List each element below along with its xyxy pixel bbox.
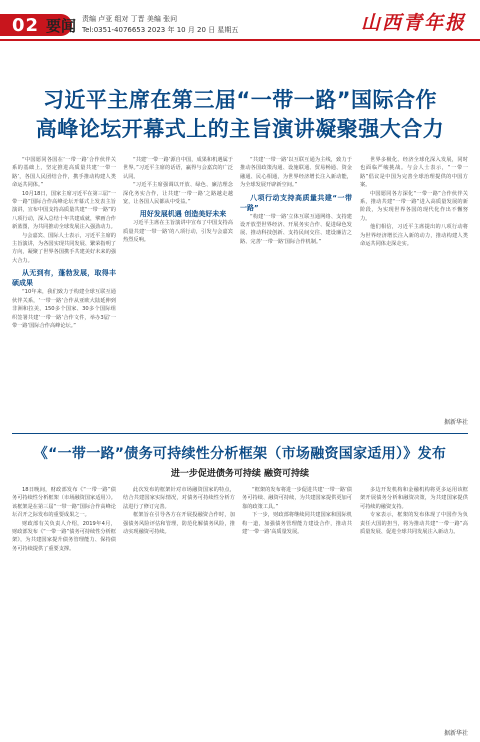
paragraph: “构建‘一带一路’立体互联互通网络、支持建设开放型世界经济、开展务实合作、促进绿色发展、推动科技创新、支持民间交往、建设廉洁之路、完善‘一带一路’国际合作机制。” — [240, 213, 352, 245]
paragraph: “习近平主席强调以开放、绿色、廉洁理念深化务实合作，让共建‘一带一路’之路越走越宽，让各国人民都从中受益。” — [123, 182, 233, 206]
paragraph: 专家表示，框架的发布体现了中国作为负责任大国的担当，将为推动共建“一带一路”高质量发展、促进全球共同发展注入新动力。 — [360, 512, 468, 536]
paragraph: 与会嘉宾、国际人士表示，习近平主席的主旨演讲，为各国实现共同发展、繁荣指明了方向，凝聚了世界各国携手共建美好未来的强大合力。 — [12, 232, 116, 264]
section-subhead: 从无到有，蓬勃发展，取得丰硕成果 — [12, 269, 116, 288]
paragraph: 多边开发机构和金融机构将更多运用该框架开展债务分析和融资决策，为共建国家提供可持续的融资支持。 — [360, 487, 468, 510]
story1-column-3 — [240, 156, 352, 414]
paragraph: 中国愿同各方深化“一带一路”合作伙伴关系，推动共建“一带一路”进入高质量发展的新阶段，为实现世界各国的现代化作出不懈努力。 — [360, 190, 468, 222]
paragraph: 18日晚间，财政部发布《“一带一路”债务可持续性分析框架（市场融资国家适用）》。该框架是在第三届“一带一路”国际合作高峰论坛召开之际发布的重要成果之一。 — [12, 487, 116, 519]
section-subhead: 八项行动支持高质量共建“一带一路” — [240, 193, 352, 212]
story2-column-4 — [360, 486, 468, 726]
masthead-rule — [0, 39, 480, 41]
paragraph: 他们相信，习近平主席提出的八项行动将为世界经济增长注入新的动力，推动构建人类命运共同体走深走实。 — [360, 224, 468, 248]
paragraph: 10月18日，国家主席习近平在第三届“一带一路”国际合作高峰论坛开幕式上发表主旨演讲，宣布中国支持高质量共建“一带一路”的八项行动，深入总结十年共建成就，擘画合作新蓝图，为共同推动全球发展注入强劲动力。 — [12, 190, 116, 231]
story-divider — [12, 433, 468, 434]
second-headline: 《“一带一路”债务可持续性分析框架（市场融资国家适用）》发布 — [33, 446, 447, 462]
main-headline-line2: 高峰论坛开幕式上的主旨演讲凝聚强大合力 — [35, 117, 445, 141]
paragraph: 框架旨在引导各方在开展投融资合作时，加强债务风险评估和管理，防范化解债务风险，推动实现融资可持续。 — [123, 512, 235, 536]
section-name: 要闻 — [46, 17, 77, 35]
section-subhead: 用好发展机遇 创造美好未来 — [139, 210, 227, 219]
newspaper-logo: 山西青年报 — [360, 12, 466, 34]
paragraph: 财政部有关负责人介绍，2019年4月，财政部发布《“一带一路”债务可持续性分析框架》，为共建国家提升债务管理能力、保持债务可持续提供了重要支撑。 — [12, 520, 116, 552]
paragraph: “框架的发布将进一步促进共建‘一带一路’债务可持续、融资可持续，为共建国家提供更加可靠的政策工具。” — [242, 487, 352, 510]
story1-column-2 — [123, 156, 233, 414]
masthead — [0, 0, 480, 40]
story1-byline: 据新华社 — [443, 419, 468, 426]
paragraph: 世界多极化、经济全球化深入发展，同时也面临严峻挑战。与会人士表示，“一带一路”倡议是中国为完善全球治理提供的中国方案。 — [360, 157, 468, 189]
paragraph: “10年来，我们致力于构建全球互联互通伙伴关系，‘一带一路’合作从亚欧大陆延伸到非洲和拉美，150多个国家、30多个国际组织签署共建‘一带一路’合作文件，举办3届‘一带一路’国际合作高峰论坛。” — [12, 289, 116, 329]
paragraph: 下一步，财政部将继续同共建国家和国际机构一道，加强债务管理能力建设合作，推动共建‘一带一路’高质量发展。 — [242, 512, 352, 536]
paragraph: “中国愿同各国在‘一带一路’合作伙伴关系的基础上，坚定推进高质量共建‘一带一路’，各国人民团结合作，携手推动构建人类命运共同体。” — [12, 157, 116, 189]
main-headline-line1: 习近平主席在第三届“一带一路”国际合作 — [42, 88, 438, 112]
paragraph: 习近平主席在主旨演讲中宣布了中国支持高质量共建‘一带一路’的八项行动，引发与会嘉宾热烈反响。 — [123, 220, 233, 244]
paragraph: “共建‘一带一路’以互联互通为主线，致力于推动各国政策沟通、设施联通、贸易畅通、资金融通、民心相通，为世界经济增长注入新动能，为全球发展开辟新空间。” — [240, 157, 352, 189]
story2-column-1 — [12, 486, 116, 726]
date-line: Tel:0351-4076653 2023 年 10 月 20 日 星期五 — [82, 26, 239, 34]
story2-byline: 据新华社 — [443, 730, 468, 737]
second-subheadline: 进一步促进债务可持续 融资可持续 — [170, 469, 310, 479]
story1-column-1 — [12, 156, 116, 414]
story1-column-4 — [360, 156, 468, 414]
paragraph: 此次发布的框架针对市场融资国家的特点，结合共建国家实际情况，对债务可持续性分析方法进行了修订完善。 — [123, 487, 235, 510]
editor-line: 责编 卢亚 组对 丁晋 美编 张问 — [82, 15, 178, 23]
main-headline — [20, 86, 460, 144]
paragraph: “共建‘一带一路’源自中国，成果和机遇属于世界。”习近平主席的话语，赢得与会嘉宾的广泛认同。 — [123, 157, 233, 180]
story2-column-2 — [123, 486, 235, 726]
story2-column-3 — [242, 486, 352, 726]
page-number: 02 — [12, 15, 40, 36]
